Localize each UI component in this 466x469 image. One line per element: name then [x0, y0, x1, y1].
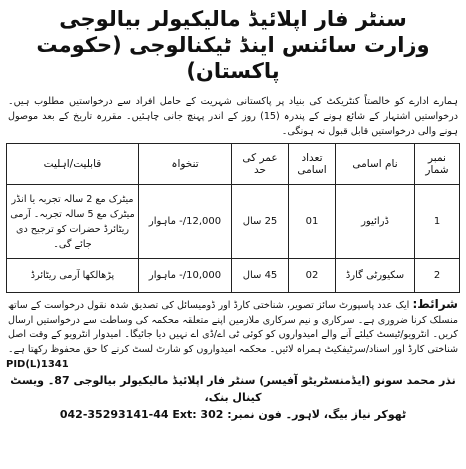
header-age: عمر کی حد — [232, 144, 289, 185]
cell-salary: 12,000/- ماہوار — [139, 185, 232, 259]
cell-post: ڈرائیور — [336, 185, 415, 259]
header-serial: نمبر شمار — [415, 144, 460, 185]
cell-age: 25 سال — [232, 185, 289, 259]
cell-salary: 10,000/- ماہوار — [139, 259, 232, 293]
cell-serial: 2 — [415, 259, 460, 293]
table-row — [7, 185, 460, 259]
conditions-label: شرائط: — [412, 297, 458, 311]
header-qualification: قابلیت/اہلیت — [7, 144, 139, 185]
header-post: نام اسامی — [336, 144, 415, 185]
cell-age: 45 سال — [232, 259, 289, 293]
intro-paragraph: ہمارے ادارے کو خالصتاً کنٹریکٹ کی بنیاد پر پاکستانی شہریت کے حامل افراد سے درخواستیں مطلوب ہیں۔ درخواستیں اشتہار کے شائع ہونے کے پندرہ (15) روز کے اندر پہنچ جانی چاہئیں۔ مقررہ تاریخ کے بعد موصول ہونے والی درخواستیں قابل قبول نہ ہونگی۔ — [8, 96, 458, 137]
pid-code: PID(L)1341 — [6, 359, 69, 370]
phone-number: 042-35293141-44 Ext: 302 — [59, 408, 224, 421]
header-count: تعداد اسامی — [289, 144, 336, 185]
table-header-row — [7, 144, 460, 185]
cell-qualification: پڑھالکھا آرمی ریٹائرڈ — [7, 259, 139, 293]
conditions-text: ایک عدد پاسپورٹ سائز تصویر، شناختی کارڈ اور ڈومیسائل کی تصدیق شدہ نقول درخواست کے ساتھ منسلک کرنا ضروری ہے۔ سرکاری و نیم سرکاری ملازمین اپنے متعلقہ محکمہ کی وساطت سے درخواستیں ارسال کریں۔ انٹرویو/ٹیسٹ کیلئے آنے والے امیدواروں کو کوئی ٹی اے/ڈی اے نہیں دیا جائیگا۔ امیدوار انٹرویو کے وقت اصل شناختی کارڈ اور اسناد/سرٹیفکیٹ ہمراہ لائیں۔ محکمہ امیدواروں کو شارٹ لسٹ کرنے کا حق محفوظ رکھتا ہے۔ — [8, 300, 458, 355]
footer-address: نذر محمد سونو (ایڈمنسٹریٹو آفیسر) سنٹر فار اپلائیڈ مالیکیولر بیالوجی 87۔ ویسٹ کینال بنک، — [10, 374, 456, 404]
cell-post: سکیورٹی گارڈ — [336, 259, 415, 293]
ministry-title: وزارت سائنس اینڈ ٹیکنالوجی (حکومت پاکستان) — [36, 33, 430, 83]
header-salary: تنخواہ — [139, 144, 232, 185]
cell-count: 01 — [289, 185, 336, 259]
cell-serial: 1 — [415, 185, 460, 259]
phone-prefix: ٹھوکر نیاز بیگ، لاہور۔ فون نمبر: — [227, 408, 407, 421]
cell-count: 02 — [289, 259, 336, 293]
organization-title: سنٹر فار اپلائیڈ مالیکیولر بیالوجی — [59, 7, 407, 31]
conditions-paragraph — [6, 297, 460, 357]
table-row — [7, 259, 460, 293]
footer-phone — [6, 406, 460, 423]
cell-qualification: میٹرک مع 2 سالہ تجربہ یا انڈر میٹرک مع 5 سالہ تجربہ۔ آرمی ریٹائرڈ حضرات کو ترجیح دی جائے گی۔ — [7, 185, 139, 259]
vacancies-table — [6, 143, 460, 293]
